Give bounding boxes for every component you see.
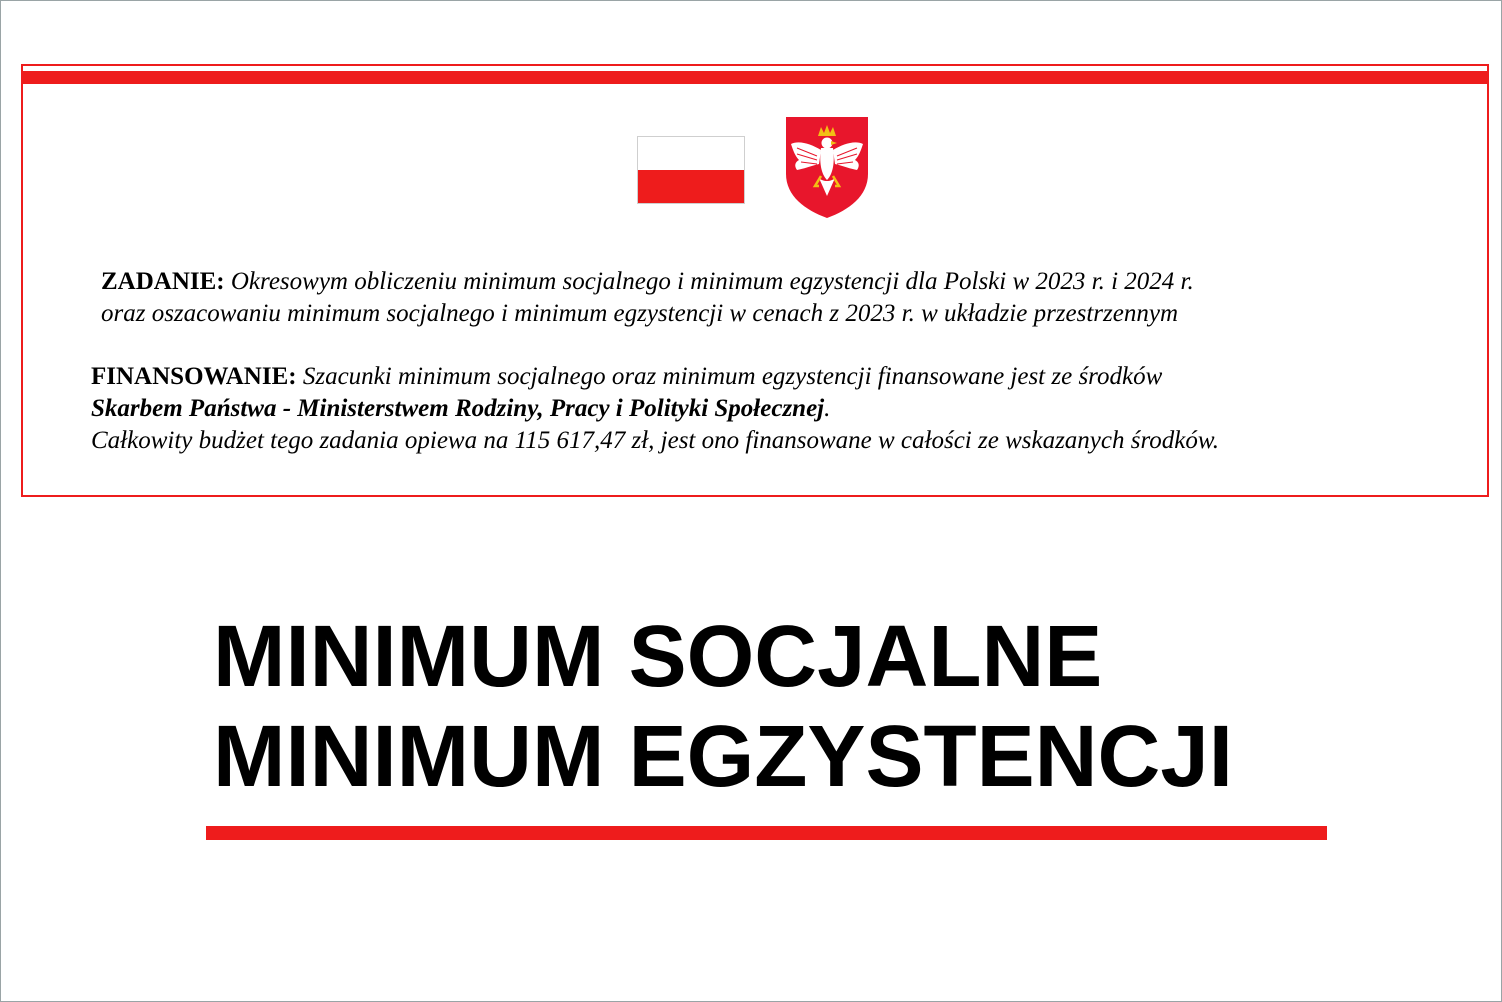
- funding-paragraph: [91, 361, 1219, 457]
- task-label: ZADANIE:: [101, 268, 225, 295]
- funding-funder-suffix: .: [824, 395, 831, 422]
- polish-white-eagle-emblem-icon: [783, 114, 871, 220]
- page-title: [213, 607, 1233, 807]
- funding-label: FINANSOWANIE:: [91, 363, 297, 390]
- task-paragraph: [101, 266, 1194, 330]
- info-box-top-bar: [23, 71, 1487, 84]
- funding-funder: Skarbem Państwa - Ministerstwem Rodziny, Pracy i Polityki Społecznej: [91, 395, 825, 422]
- polish-flag-icon: [637, 136, 745, 204]
- funding-line-3: Całkowity budżet tego zadania opiewa na 115 617,47 zł, jest ono finansowane w całości ze wskazanych środków.: [91, 427, 1219, 454]
- title-line-1: MINIMUM SOCJALNE: [213, 608, 1103, 705]
- funding-line-1: Szacunki minimum socjalnego oraz minimum egzystencji finansowane jest ze środków: [302, 363, 1163, 390]
- task-line-1: Okresowym obliczeniu minimum socjalnego i minimum egzystencji dla Polski w 2023 r. i 2024 r.: [230, 268, 1194, 295]
- info-box: [21, 64, 1489, 497]
- task-line-2: oraz oszacowaniu minimum socjalnego i minimum egzystencji w cenach z 2023 r. w układzie przestrzennym: [101, 300, 1179, 327]
- title-line-2: MINIMUM EGZYSTENCJI: [213, 708, 1233, 805]
- title-underline: [206, 826, 1327, 840]
